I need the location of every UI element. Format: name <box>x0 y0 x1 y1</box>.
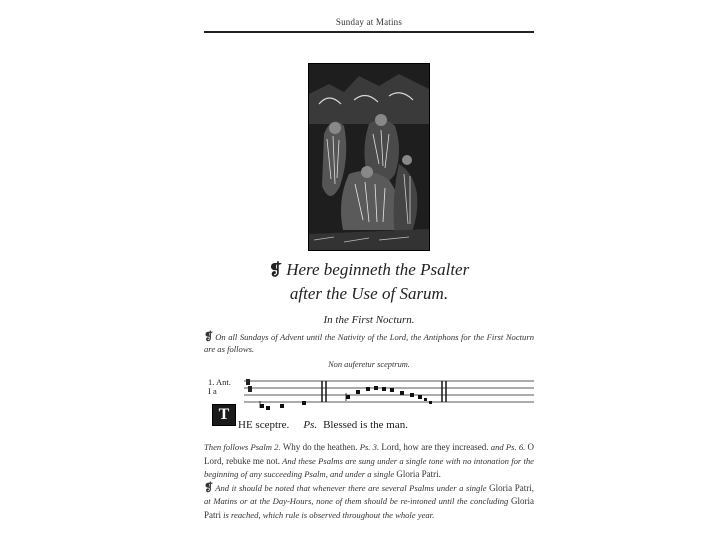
neumes <box>260 386 432 410</box>
chant-staff <box>204 371 534 411</box>
pilcrow-icon: ❡ <box>204 331 214 343</box>
staff-lines <box>244 381 534 402</box>
advent-rubric <box>204 331 534 355</box>
p2-c: at Matins or at the Day-Hours, none of them should be re-intoned until the concluding <box>204 496 509 506</box>
p1-a: Then follows Psalm 2. <box>204 442 281 452</box>
woodcut-illustration <box>308 63 430 251</box>
chant-incipit: Non auferetur sceptrum. <box>328 360 410 369</box>
running-head: Sunday at Matins <box>335 17 403 27</box>
antiphon-number: 1. Ant. <box>208 377 231 387</box>
p1-g: And these Psalms are sung under a single tone with no intonation for the beginning of any succeeding Psalm, and under a single <box>204 455 534 479</box>
header-rule <box>204 31 534 33</box>
p1-d: Lord, how are they increased. <box>381 442 489 452</box>
dropcap-initial: T <box>212 404 236 426</box>
antiphon-text <box>238 419 408 431</box>
p1-b: Why do the heathen. <box>282 442 358 452</box>
page <box>204 0 534 540</box>
p2-e: is reached, which rule is observed throughout the whole year. <box>223 509 435 520</box>
antiphon-words: HE sceptre. <box>238 419 290 431</box>
p2-b: Gloria Patri, <box>489 482 534 493</box>
p2-d: Gloria Patri <box>204 496 534 520</box>
bar-lines <box>322 381 446 402</box>
p1-e: and Ps. 6. <box>490 442 526 452</box>
antiphon-mode: I a <box>208 386 217 396</box>
woodcut-image <box>309 64 429 250</box>
psalm-abbrev: Ps. <box>303 419 318 431</box>
psalm-incipit: Blessed is the man. <box>323 419 408 431</box>
rubric-text: On all Sundays of Advent until the Nativity of the Lord, the Antiphons for the First Nocturn are as follows. <box>204 332 534 354</box>
rubric-body <box>204 441 534 522</box>
p1-c: Ps. 3. <box>359 442 380 452</box>
psalter-title-line1 <box>204 256 534 285</box>
title-text-1: Here beginneth the Psalter <box>286 260 470 279</box>
p1-h: Gloria Patri. <box>396 469 441 479</box>
nocturn-subtitle: In the First Nocturn. <box>323 314 415 326</box>
psalter-title-line2: after the Use of Sarum. <box>289 284 449 303</box>
p2-a: And it should be noted that whenever there are several Psalms under a single <box>215 482 487 493</box>
pilcrow-icon: ❡ <box>204 481 214 494</box>
pilcrow-icon: ❡ <box>268 262 283 279</box>
p1-f: O Lord, rebuke me not. <box>204 442 534 466</box>
